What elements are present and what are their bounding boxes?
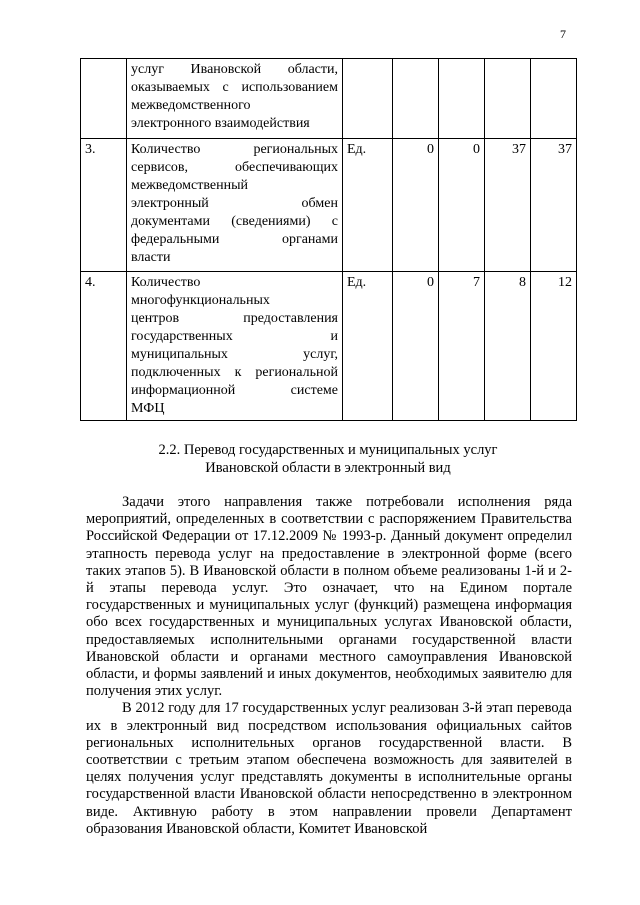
name-line: федеральными органами xyxy=(131,232,338,247)
row-value-3: 37 xyxy=(485,139,531,272)
name-line: информационной системе xyxy=(131,383,338,398)
name-line: Количество региональных xyxy=(131,142,338,157)
row-name xyxy=(127,139,343,272)
row-value-3 xyxy=(485,59,531,139)
name-line: центров предоставления xyxy=(131,311,338,326)
row-value-1: 0 xyxy=(393,139,439,272)
section-heading-line: Ивановской области в электронный вид xyxy=(205,460,451,476)
name-line: межведомственный xyxy=(131,178,248,193)
paragraph: Задачи этого направления также потребовали исполнения ряда мероприятий, определенных в соответствии с распоряжением Правительства Российской Федерации от 17.12.2009 № 1993-р. Данный документ определил этапность перевода услуг на предоставление в электронной форме (всего таких этапов 5). В Ивановской области в полном объеме реализованы 1-й и 2-й этапы перевода услуг. Это означает, что на Едином портале государственных и муниципальных услуг (функций) размещена информация обо всех государственных и муниципальных услугах Ивановской области, предоставляемых исполнительными органами государственной власти Ивановской области и органами местного самоуправления Ивановской области, и формы заявлений и иных документов, необходимых заявителю для получения этих услуг. xyxy=(86,494,572,700)
name-line: межведомственного xyxy=(131,98,251,113)
table-row xyxy=(81,59,577,139)
name-line: многофункциональных xyxy=(131,293,270,308)
name-line: государственных и xyxy=(131,329,338,344)
row-number: 3. xyxy=(81,139,127,272)
indicators-table xyxy=(80,58,577,421)
section-heading-line: 2.2. Перевод государственных и муниципальных услуг xyxy=(158,442,498,458)
name-line: электронный обмен xyxy=(131,196,338,211)
row-value-3: 8 xyxy=(485,272,531,421)
name-line: электронного взаимодействия xyxy=(131,116,310,131)
row-value-1: 0 xyxy=(393,272,439,421)
name-line: Количество xyxy=(131,275,201,290)
section-body xyxy=(86,494,572,838)
section-heading xyxy=(80,441,576,477)
row-name xyxy=(127,59,343,139)
row-value-2: 0 xyxy=(439,139,485,272)
row-value-4 xyxy=(531,59,577,139)
name-line: муниципальных услуг, xyxy=(131,347,338,362)
name-line: услуг Ивановской области, xyxy=(131,62,338,77)
name-line: сервисов, обеспечивающих xyxy=(131,160,338,175)
row-value-2: 7 xyxy=(439,272,485,421)
row-value-4: 37 xyxy=(531,139,577,272)
table-row xyxy=(81,139,577,272)
row-unit xyxy=(343,59,393,139)
name-line: документами (сведениями) с xyxy=(131,214,338,229)
row-value-2 xyxy=(439,59,485,139)
paragraph: В 2012 году для 17 государственных услуг реализован 3-й этап перевода их в электронный вид посредством использования официальных сайтов региональных исполнительных органов государственной власти. В соответствии с третьим этапом обеспечена возможность для заявителей в целях получения услуг представлять документы в исполнительные органы государственной власти Ивановской области непосредственно в электронном виде. Активную работу в этом направлении провели Департамент образования Ивановской области, Комитет Ивановской xyxy=(86,700,572,837)
name-line: оказываемых с использованием xyxy=(131,80,338,95)
name-line: подключенных к региональной xyxy=(131,365,338,380)
row-unit: Ед. xyxy=(343,272,393,421)
row-name xyxy=(127,272,343,421)
name-line: власти xyxy=(131,250,171,265)
row-unit: Ед. xyxy=(343,139,393,272)
row-value-4: 12 xyxy=(531,272,577,421)
page-number: 7 xyxy=(560,27,566,41)
name-line: МФЦ xyxy=(131,401,165,416)
row-value-1 xyxy=(393,59,439,139)
row-number: 4. xyxy=(81,272,127,421)
row-number xyxy=(81,59,127,139)
table-row xyxy=(81,272,577,421)
